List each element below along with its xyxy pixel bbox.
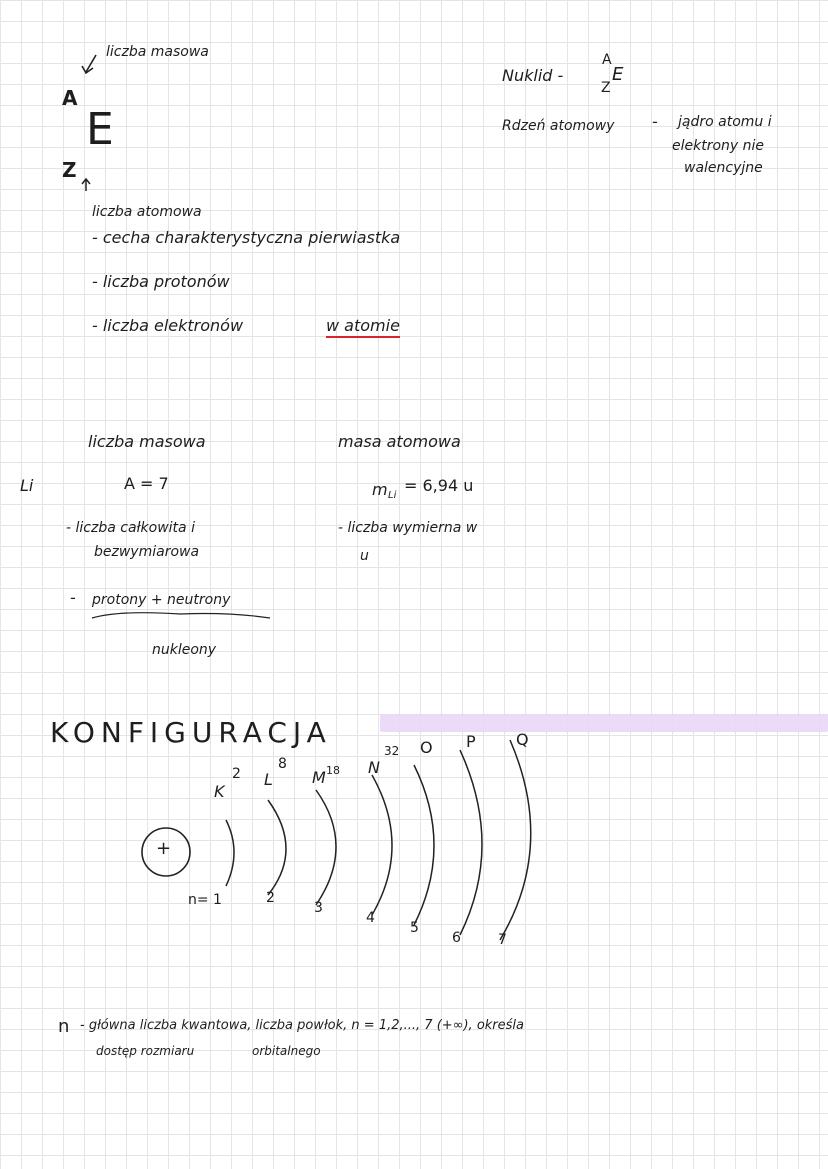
heading-highlight [380,714,828,732]
right-point-2: u [360,548,369,564]
footer-line-1: - główna liczba kwantowa, liczba powłok, n = 1,2,..., 7 (+∞), określa [80,1018,524,1033]
rdzen-line-1: jądro atomu i [678,114,772,130]
footer-line-2a: dostęp rozmiaru [96,1044,195,1058]
left-point-1: - liczba całkowita i [66,520,195,536]
bullet-3: - liczba elektronów [92,316,244,335]
shell-l-cap: 8 [278,756,287,772]
bullet-1: - cecha charakterystyczna pierwiastka [92,228,401,247]
shell-l-arc [268,800,286,895]
left-point-protons: protony + neutrony [92,592,231,608]
shell-m-letter: M [312,768,326,787]
bullet-2: - liczba protonów [92,272,230,291]
shell-l-letter: L [264,770,273,789]
symbol-a: A [62,86,78,110]
nuklid-label: Nuklid - [502,66,564,85]
shell-o-arc [414,765,434,925]
rdzen-line-3: walencyjne [684,160,763,176]
rdzen-dash: - [652,112,658,131]
left-point-nukleony: nukleony [152,642,217,658]
right-value-rest: = 6,94 u [404,476,474,495]
footer-line-2b: orbitalnego [252,1044,321,1058]
nuklid-z: Z [601,80,611,96]
right-title: masa atomowa [338,432,461,451]
shell-l-n: 2 [266,890,275,906]
shell-k-arc [226,820,234,886]
nuklid-e: E [612,64,624,85]
shell-p-arc [460,750,482,935]
element-li: Li [20,476,34,495]
left-point-2: bezwymiarowa [94,544,200,560]
shell-n-letter: N [368,758,380,777]
right-value-sub: Li [388,490,397,501]
shell-n-cap: 32 [384,744,400,758]
left-value: A = 7 [124,474,169,493]
right-value-m: m [372,480,388,499]
bullet-3-underlined: w atomie [326,316,400,338]
shell-n-arc [372,775,392,915]
shell-q-n: 7 [498,932,507,948]
symbol-z: Z [62,158,77,182]
shell-o-letter: O [420,738,433,757]
shell-k-cap: 2 [232,766,241,782]
configuration-heading: KONFIGURACJA [50,716,332,749]
nuklid-a: A [602,52,612,68]
shell-q-arc [500,740,531,940]
footer-n: n [58,1016,70,1037]
nucleus-plus: + [156,838,172,859]
shell-n-n: 4 [366,910,375,926]
shell-k-n: n= 1 [188,892,222,908]
shell-o-n: 5 [410,920,419,936]
right-point-1: - liczba wymierna w [338,520,478,536]
rdzen-label: Rdzeń atomowy [502,118,615,134]
atomic-number-label: liczba atomowa [92,204,202,220]
symbol-e: E [86,104,114,155]
shell-m-cap: 18 [326,764,340,777]
shell-m-n: 3 [314,900,323,916]
shell-k-letter: K [214,782,225,801]
shell-q-letter: Q [516,730,529,749]
shell-m-arc [316,790,336,905]
left-title: liczba masowa [88,432,206,451]
shell-p-letter: P [466,732,476,751]
shell-p-n: 6 [452,930,461,946]
left-point-dash: - [70,588,76,607]
mass-number-label: liczba masowa [106,44,209,60]
rdzen-line-2: elektrony nie [672,138,765,154]
